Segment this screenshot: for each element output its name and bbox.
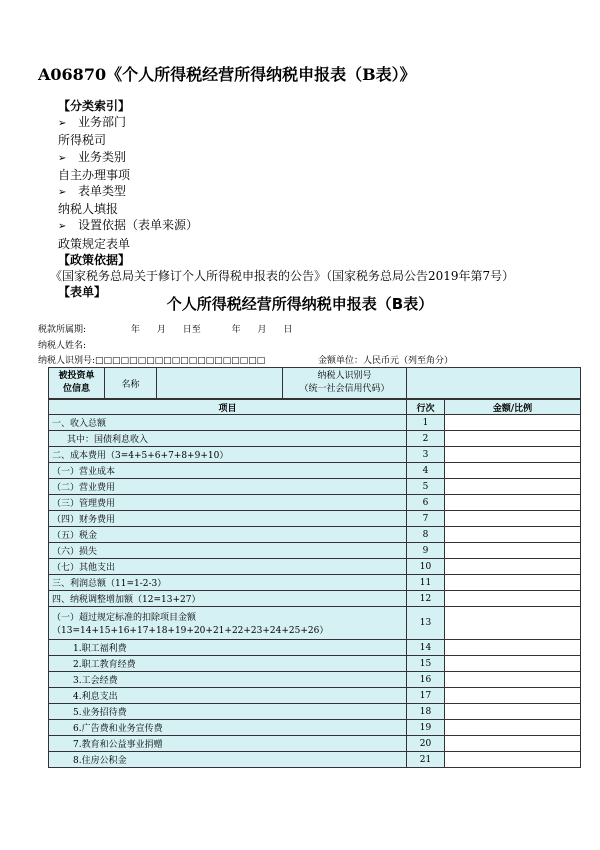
row-number: 5 [407, 479, 445, 495]
table-row [49, 736, 581, 752]
table-row [49, 640, 581, 656]
category-heading: 【分类索引】 [58, 99, 131, 113]
investee-label-line-2: 位信息 [62, 384, 90, 394]
currency-unit-label: 金额单位：人民币元（列至角分） [318, 356, 454, 366]
amount-input[interactable] [445, 720, 581, 736]
table-row [49, 720, 581, 736]
table-row [49, 575, 581, 591]
index-item-value: 所得税司 [58, 133, 107, 148]
row-item: （二）营业费用 [49, 479, 407, 495]
arrow-bullet-icon: ➢ [58, 118, 67, 130]
tax-period-label: 税款所属期: [38, 325, 87, 335]
index-item-department [58, 114, 514, 132]
index-item-label: 业务部门 [78, 115, 127, 130]
row-item: 四、纳税调整增加额（12=13+27） [49, 591, 407, 607]
row-item: （一）营业成本 [49, 463, 407, 479]
row-number: 10 [407, 559, 445, 575]
taxpayer-id-label: 纳税人识别号: [38, 356, 96, 366]
amount-input[interactable] [445, 656, 581, 672]
amount-input[interactable] [445, 447, 581, 463]
row-number: 16 [407, 672, 445, 688]
row-item: （一）超过规定标准的扣除项目金额（13=14+15+16+17+18+19+20+21+22+23+24+25+26） [49, 607, 407, 640]
index-item-label: 业务类别 [78, 149, 127, 164]
income-table [48, 399, 581, 768]
row-item: 其中：国债利息收入 [49, 431, 407, 447]
row-number: 11 [407, 575, 445, 591]
period-month-2: 月 [257, 325, 267, 335]
page-title: A06870《个人所得税经营所得纳税申报表（B表）》 [38, 65, 416, 84]
tax-period-line [38, 322, 292, 335]
row-item: 4.利息支出 [49, 688, 407, 704]
row-item: （六）损失 [49, 543, 407, 559]
row-item: （四）财务费用 [49, 511, 407, 527]
table-row [49, 672, 581, 688]
amount-input[interactable] [445, 607, 581, 640]
index-item-label: 表单类型 [78, 184, 127, 199]
row-item: 一、收入总额 [49, 415, 407, 431]
column-header-item: 项目 [49, 400, 407, 415]
tax-id-label-line-2: （统一社会信用代码） [299, 384, 390, 394]
row-number: 18 [407, 704, 445, 720]
taxpayer-id-line [38, 353, 265, 366]
arrow-bullet-icon: ➢ [58, 221, 67, 233]
policy-heading: 【政策依据】 [58, 252, 131, 267]
row-number: 2 [407, 431, 445, 447]
table-row [49, 688, 581, 704]
taxpayer-name-label: 纳税人姓名: [38, 341, 87, 351]
table-row [49, 656, 581, 672]
row-item: 三、利润总额（11=1-2-3） [49, 575, 407, 591]
index-item-value: 政策规定表单 [58, 236, 131, 251]
row-number: 4 [407, 463, 445, 479]
row-number: 1 [407, 415, 445, 431]
taxpayer-id-boxes[interactable]: □□□□□□□□□□□□□□□□□□□□ [95, 356, 266, 366]
period-day-to: 日至 [182, 325, 201, 335]
period-month: 月 [156, 325, 166, 335]
amount-input[interactable] [445, 527, 581, 543]
column-header-amount: 金额/比例 [445, 400, 581, 415]
row-number: 20 [407, 736, 445, 752]
tax-id-label [283, 368, 407, 399]
index-item-value: 纳税人填报 [58, 202, 119, 217]
row-number: 8 [407, 527, 445, 543]
amount-input[interactable] [445, 688, 581, 704]
table-row [49, 704, 581, 720]
index-item-form-type [58, 183, 514, 201]
form-title: 个人所得税经营所得纳税申报表（B表） [166, 295, 434, 313]
table-row [49, 752, 581, 768]
amount-input[interactable] [445, 591, 581, 607]
row-number: 12 [407, 591, 445, 607]
investee-info-table [48, 367, 581, 399]
policy-text: 《国家税务总局关于修订个人所得税申报表的公告》（国家税务总局公告2019年第7号） [50, 269, 515, 284]
table-row [49, 527, 581, 543]
amount-input[interactable] [445, 431, 581, 447]
table-row [49, 559, 581, 575]
amount-input[interactable] [445, 640, 581, 656]
name-label: 名称 [105, 368, 157, 399]
index-item-label: 设置依据（表单来源） [78, 218, 199, 233]
amount-input[interactable] [445, 415, 581, 431]
row-number: 21 [407, 752, 445, 768]
row-item: （五）税金 [49, 527, 407, 543]
row-item: 6.广告费和业务宣传费 [49, 720, 407, 736]
row-item: 二、成本费用（3=4+5+6+7+8+9+10） [49, 447, 407, 463]
index-item-basis [58, 217, 514, 235]
table-row [49, 543, 581, 559]
row-item: 3.工会经费 [49, 672, 407, 688]
amount-input[interactable] [445, 704, 581, 720]
amount-input[interactable] [445, 575, 581, 591]
row-item: 8.住房公积金 [49, 752, 407, 768]
row-item: （七）其他支出 [49, 559, 407, 575]
table-row [49, 463, 581, 479]
table-row [49, 511, 581, 527]
row-number: 6 [407, 495, 445, 511]
row-number: 9 [407, 543, 445, 559]
table-row [49, 431, 581, 447]
table-row [49, 495, 581, 511]
name-input[interactable] [157, 368, 283, 399]
amount-input[interactable] [445, 736, 581, 752]
amount-input[interactable] [445, 511, 581, 527]
table-header-row [49, 400, 581, 415]
period-year: 年 [130, 325, 140, 335]
period-day-2: 日 [283, 325, 293, 335]
amount-input[interactable] [445, 752, 581, 768]
column-header-row: 行次 [407, 400, 445, 415]
row-number: 19 [407, 720, 445, 736]
row-item: 1.职工福利费 [49, 640, 407, 656]
amount-input[interactable] [445, 463, 581, 479]
amount-input[interactable] [445, 479, 581, 495]
tax-id-label-line-1: 纳税人识别号 [317, 371, 372, 381]
amount-input[interactable] [445, 543, 581, 559]
row-item: （三）管理费用 [49, 495, 407, 511]
table-row [49, 415, 581, 431]
tax-id-input[interactable] [407, 368, 581, 399]
arrow-bullet-icon: ➢ [58, 187, 67, 199]
row-number: 17 [407, 688, 445, 704]
amount-input[interactable] [445, 495, 581, 511]
table-row [49, 447, 581, 463]
arrow-bullet-icon: ➢ [58, 152, 67, 164]
form-heading: 【表单】 [58, 285, 107, 300]
table-row [49, 479, 581, 495]
row-item: 7.教育和公益事业捐赠 [49, 736, 407, 752]
table-row [49, 607, 581, 640]
table-row [49, 591, 581, 607]
amount-input[interactable] [445, 672, 581, 688]
index-item-business-type [58, 149, 514, 167]
investee-label-line-1: 被投资单 [58, 371, 95, 381]
row-item: 2.职工教育经费 [49, 656, 407, 672]
amount-input[interactable] [445, 559, 581, 575]
period-year-2: 年 [231, 325, 241, 335]
index-item-value: 自主办理事项 [58, 167, 131, 182]
row-number: 15 [407, 656, 445, 672]
classification-index [50, 98, 515, 300]
row-number: 14 [407, 640, 445, 656]
row-number: 3 [407, 447, 445, 463]
investee-info-label [49, 368, 105, 399]
row-number: 13 [407, 607, 445, 640]
row-item: 5.业务招待费 [49, 704, 407, 720]
row-number: 7 [407, 511, 445, 527]
